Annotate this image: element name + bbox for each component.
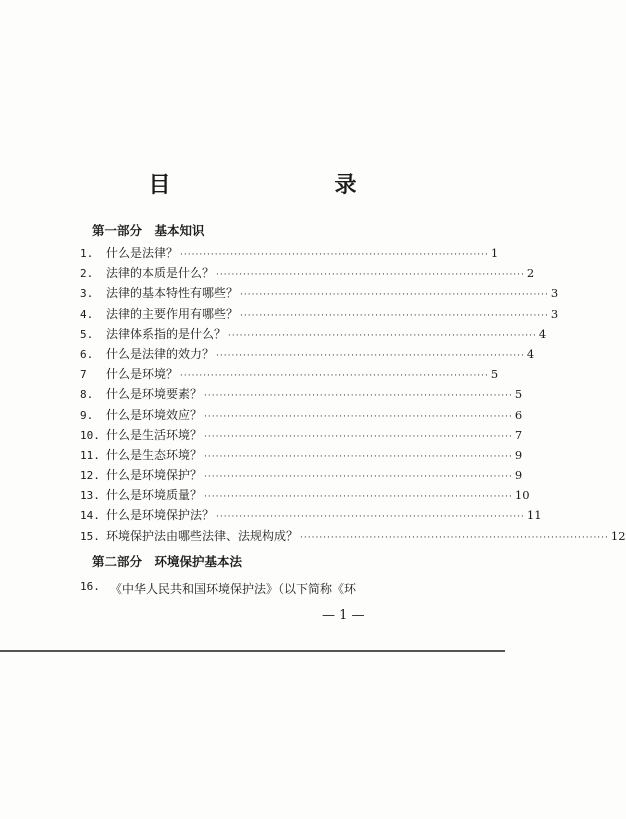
entry-text: 什么是法律的效力？ <box>106 346 215 361</box>
dot-leader: ················································································ <box>240 310 549 321</box>
toc-entry <box>80 345 535 365</box>
toc-entry <box>80 284 559 304</box>
entry-text: 什么是环境保护？ <box>106 468 203 483</box>
entry-number: 10. <box>80 428 100 442</box>
entry-page-number: 6 <box>514 407 523 422</box>
toc-entry <box>80 486 530 506</box>
entry-text: 法律体系指的是什么？ <box>106 326 227 341</box>
dot-leader: ················································································ <box>216 512 525 523</box>
entry-text: 法律的本质是什么？ <box>106 266 215 281</box>
dot-leader: ················································································ <box>204 391 513 402</box>
dot-leader: ················································································ <box>204 431 513 442</box>
page-number: — 1 — <box>322 608 365 623</box>
entry-text: 什么是环境要素？ <box>106 387 203 402</box>
dot-leader: ················································································ <box>180 371 489 382</box>
entry-text: 什么是生态环境？ <box>106 447 203 462</box>
dot-leader: ················································································ <box>240 290 549 301</box>
toc-entry <box>80 527 626 547</box>
toc-entry <box>80 325 547 345</box>
toc-entry <box>80 305 559 325</box>
entry-text: 什么是环境质量？ <box>106 488 203 503</box>
entry-number: 13. <box>80 489 100 503</box>
entry-page-number: 3 <box>550 306 559 321</box>
entry-text: 法律的基本特性有哪些？ <box>106 286 239 301</box>
toc-entry <box>80 244 499 264</box>
toc-entry <box>80 466 523 486</box>
entry-text: 法律的主要作用有哪些？ <box>106 306 239 321</box>
entry-page-number: 10 <box>514 488 530 503</box>
toc-entry <box>80 385 523 405</box>
dot-leader: ················································································ <box>228 330 537 341</box>
entry-text: 环境保护法由哪些法律、法规构成？ <box>106 528 299 543</box>
entry-text: 《中华人民共和国环境保护法》（以下简称《环 <box>110 582 357 596</box>
entry-number: 2. <box>80 267 94 281</box>
dot-leader: ················································································ <box>180 250 489 260</box>
entry-page-number: 4 <box>538 326 547 341</box>
section-heading-part-two: 第二部分 环境保护基本法 <box>92 554 243 569</box>
entry-page-number: 4 <box>526 346 535 361</box>
page-edge-line <box>0 650 505 652</box>
entry-page-number: 3 <box>550 286 559 301</box>
entry-text: 什么是环境？ <box>106 367 179 382</box>
entry-number: 5. <box>80 327 94 341</box>
entry-text: 什么是法律？ <box>106 246 179 260</box>
entry-number: 3. <box>80 287 94 301</box>
toc-entry-16 <box>80 580 400 597</box>
entry-number: 14. <box>80 509 100 523</box>
entry-page-number: 5 <box>490 367 499 382</box>
entry-number: 1. <box>80 247 94 260</box>
entry-page-number: 1 <box>490 246 499 260</box>
entry-page-number: 9 <box>514 447 523 462</box>
section-heading-part-one: 第一部分 基本知识 <box>92 223 205 238</box>
dot-leader: ················································································ <box>300 532 609 543</box>
table-of-contents <box>80 244 626 547</box>
toc-entry <box>80 406 523 426</box>
entry-page-number: 7 <box>514 427 523 442</box>
entry-number: 11. <box>80 448 100 462</box>
entry-page-number: 9 <box>514 468 523 483</box>
toc-entry <box>80 506 542 526</box>
toc-entry <box>80 365 499 385</box>
entry-text: 什么是环境效应？ <box>106 407 203 422</box>
entry-page-number: 2 <box>526 266 535 281</box>
entry-number: 7 <box>80 368 87 382</box>
dot-leader: ················································································ <box>216 270 525 281</box>
entry-page-number: 12 <box>610 528 626 543</box>
entry-number: 6. <box>80 347 94 361</box>
entry-number: 9. <box>80 408 94 422</box>
toc-entry <box>80 264 535 284</box>
entry-page-number: 11 <box>526 508 542 523</box>
entry-text: 什么是环境保护法？ <box>106 508 215 523</box>
dot-leader: ················································································ <box>204 492 513 503</box>
toc-entry <box>80 426 523 446</box>
entry-text: 什么是生活环境？ <box>106 427 203 442</box>
entry-number: 15. <box>80 529 100 543</box>
dot-leader: ················································································ <box>204 411 513 422</box>
entry-number: 12. <box>80 469 100 483</box>
entry-number: 4. <box>80 307 94 321</box>
entry-number: 16. <box>80 580 100 593</box>
dot-leader: ················································································ <box>216 350 525 361</box>
entry-number: 8. <box>80 388 94 402</box>
toc-entry <box>80 446 523 466</box>
dot-leader: ················································································ <box>204 451 513 462</box>
dot-leader: ················································································ <box>204 472 513 483</box>
page-title: 目 录 <box>148 172 397 198</box>
entry-page-number: 5 <box>514 387 523 402</box>
